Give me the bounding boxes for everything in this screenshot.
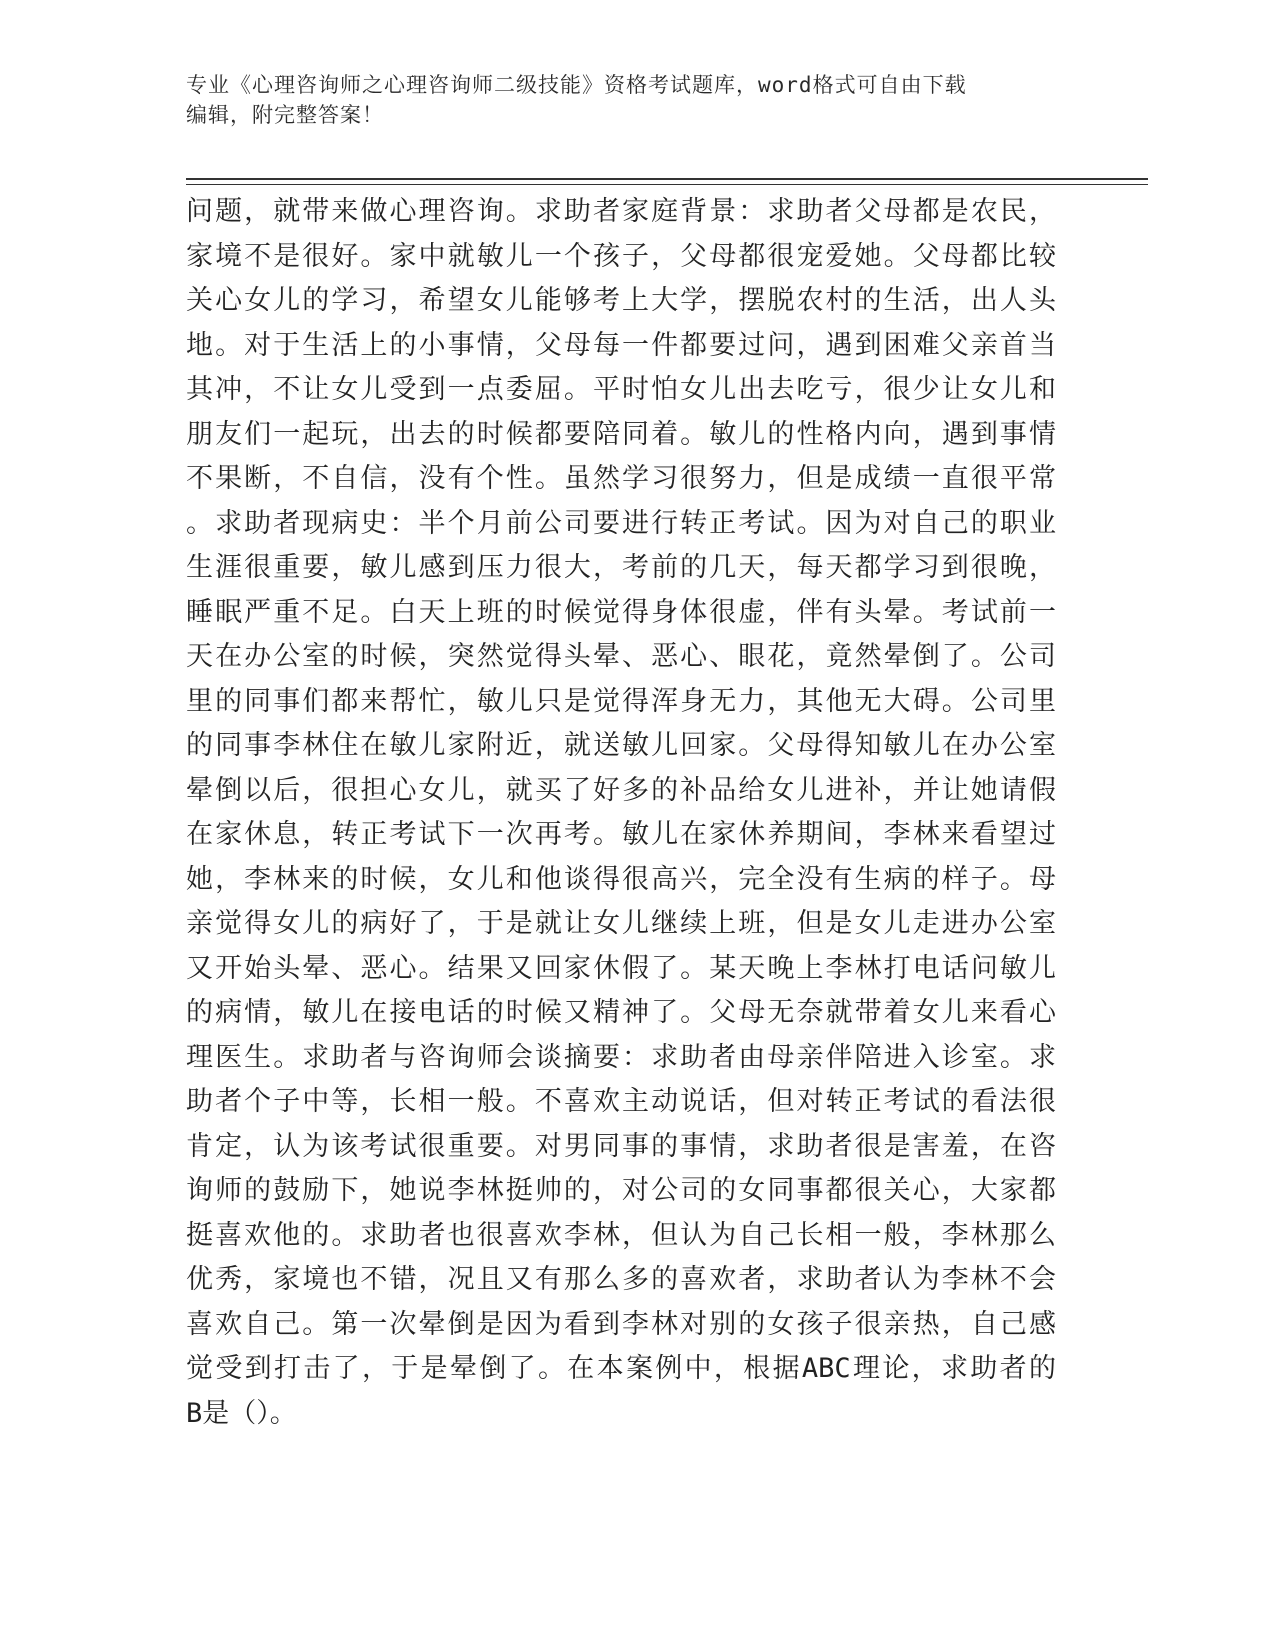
body-line-last: B是（）。 bbox=[186, 1397, 297, 1429]
body-line: 助者个子中等，长相一般。不喜欢主动说话，但对转正考试的看法很 bbox=[186, 1086, 1056, 1117]
body-line: 关心女儿的学习，希望女儿能够考上大学，摆脱农村的生活，出人头 bbox=[186, 285, 1056, 316]
body-line: 喜欢自己。第一次晕倒是因为看到李林对别的女孩子很亲热，自己感 bbox=[186, 1308, 1056, 1340]
body-line: 又开始头晕、恶心。结果又回家休假了。某天晚上李林打电话问敏儿 bbox=[186, 952, 1056, 984]
body-line: 生涯很重要，敏儿感到压力很大，考前的几天，每天都学习到很晚， bbox=[186, 552, 1056, 583]
body-line: 天在办公室的时候，突然觉得头晕、恶心、眼花，竟然晕倒了。公司 bbox=[186, 641, 1056, 672]
body-line: 在家休息，转正考试下一次再考。敏儿在家休养期间，李林来看望过 bbox=[186, 819, 1056, 850]
body-line: 肯定，认为该考试很重要。对男同事的事情，求助者很是害羞，在咨 bbox=[186, 1130, 1056, 1162]
header-divider-thin bbox=[186, 184, 1148, 185]
body-line: 问题，就带来做心理咨询。求助者家庭背景：求助者父母都是农民， bbox=[186, 196, 1056, 227]
header-line-1: 专业《心理咨询师之心理咨询师二级技能》资格考试题库，word格式可自由下载 bbox=[186, 73, 967, 97]
body-line: 里的同事们都来帮忙，敏儿只是觉得浑身无力，其他无大碍。公司里 bbox=[186, 685, 1056, 717]
body-line: 朋友们一起玩，出去的时候都要陪同着。敏儿的性格内向，遇到事情 bbox=[186, 418, 1056, 450]
body-line: 询师的鼓励下，她说李林挺帅的，对公司的女同事都很关心，大家都 bbox=[186, 1175, 1056, 1206]
header-divider-thick bbox=[186, 178, 1148, 180]
body-line: 。求助者现病史：半个月前公司要进行转正考试。因为对自己的职业 bbox=[186, 507, 1056, 539]
body-line: 她，李林来的时候，女儿和他谈得很高兴，完全没有生病的样子。母 bbox=[186, 863, 1056, 895]
body-line: 晕倒以后，很担心女儿，就买了好多的补品给女儿进补，并让她请假 bbox=[186, 774, 1056, 806]
body-line: 挺喜欢他的。求助者也很喜欢李林，但认为自己长相一般，李林那么 bbox=[186, 1219, 1056, 1251]
body-line: 地。对于生活上的小事情，父母每一件都要过问，遇到困难父亲首当 bbox=[186, 329, 1056, 361]
body-line: 的同事李林住在敏儿家附近，就送敏儿回家。父母得知敏儿在办公室 bbox=[186, 730, 1056, 761]
body-line: 其冲，不让女儿受到一点委屈。平时怕女儿出去吃亏，很少让女儿和 bbox=[186, 374, 1056, 405]
body-line: 家境不是很好。家中就敏儿一个孩子，父母都很宠爱她。父母都比较 bbox=[186, 240, 1056, 272]
body-line: 亲觉得女儿的病好了，于是就让女儿继续上班，但是女儿走进办公室 bbox=[186, 908, 1056, 939]
question-body bbox=[186, 190, 1056, 1436]
body-line: 睡眠严重不足。白天上班的时候觉得身体很虚，伴有头晕。考试前一 bbox=[186, 596, 1056, 628]
body-line: 不果断，不自信，没有个性。虽然学习很努力，但是成绩一直很平常 bbox=[186, 463, 1056, 494]
page-header bbox=[186, 70, 1066, 130]
body-line: 理医生。求助者与咨询师会谈摘要：求助者由母亲伴陪进入诊室。求 bbox=[186, 1041, 1056, 1073]
body-line: 的病情，敏儿在接电话的时候又精神了。父母无奈就带着女儿来看心 bbox=[186, 997, 1056, 1028]
body-line: 优秀，家境也不错，况且又有那么多的喜欢者，求助者认为李林不会 bbox=[186, 1264, 1056, 1295]
header-line-2: 编辑，附完整答案！ bbox=[186, 103, 384, 127]
body-line: 觉受到打击了，于是晕倒了。在本案例中，根据ABC理论，求助者的 bbox=[186, 1353, 1056, 1384]
